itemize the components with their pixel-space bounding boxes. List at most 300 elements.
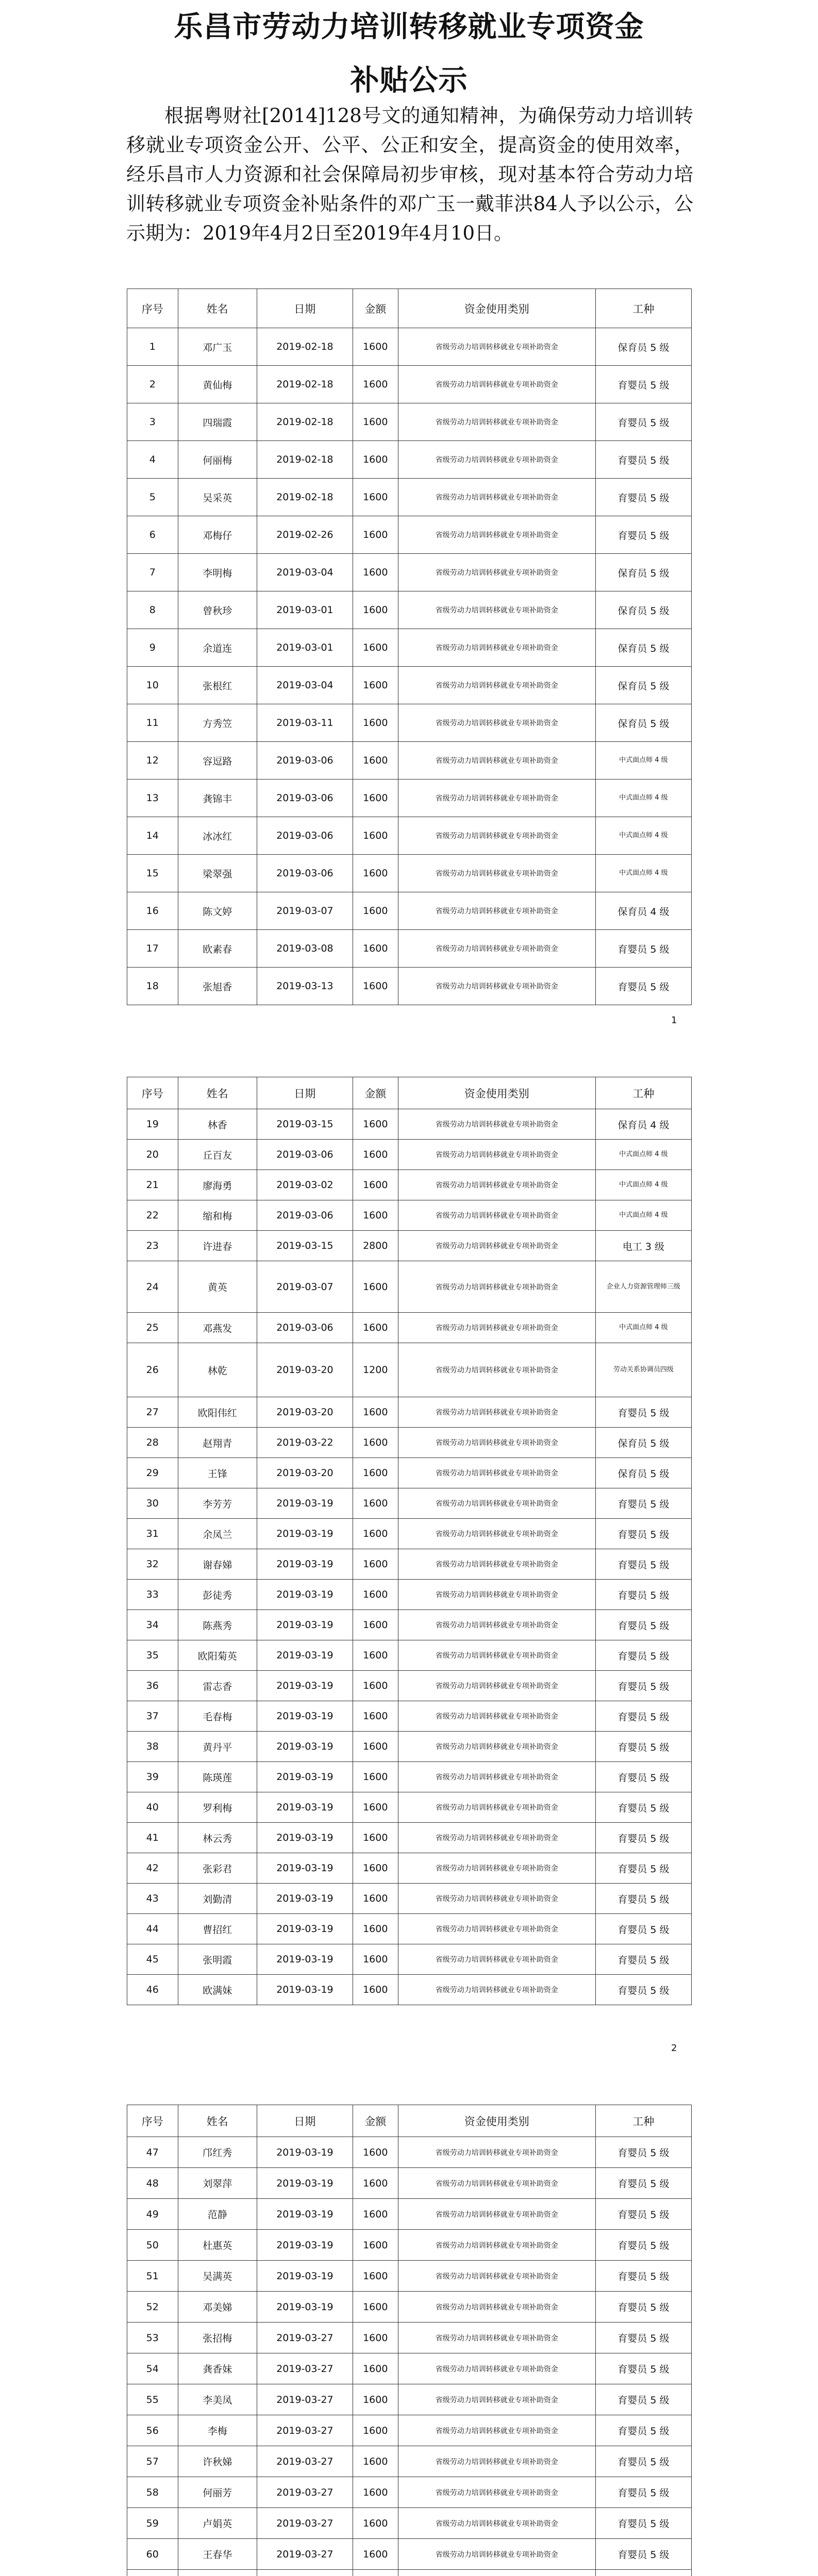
row-number: 26 [127,1343,178,1397]
table-row [127,2508,692,2539]
subsidy-amount: 1600 [353,1261,398,1313]
fund-category: 省级劳动力培训转移就业专项补助资金 [398,1580,595,1610]
job-type [595,2570,691,2576]
table-row [127,1109,692,1140]
row-number: 51 [127,2261,178,2292]
fund-category: 省级劳动力培训转移就业专项补助资金 [398,2137,595,2168]
subsidy-amount: 1600 [353,1458,398,1488]
job-type: 保育员 5 级 [595,554,691,591]
subsidy-amount: 1600 [353,2353,398,2384]
applicant-name: 欧阳菊英 [178,1640,257,1671]
fund-category: 省级劳动力培训转移就业专项补助资金 [398,1343,595,1397]
fund-category: 省级劳动力培训转移就业专项补助资金 [398,1792,595,1823]
fund-category: 省级劳动力培训转移就业专项补助资金 [398,1397,595,1428]
fund-category: 省级劳动力培训转移就业专项补助资金 [398,2539,595,2570]
application-date: 2019-03-27 [257,2415,353,2446]
job-type: 育婴员 5 级 [595,2230,691,2261]
applicant-name: 毛春梅 [178,1701,257,1732]
document-title-line2: 补贴公示 [350,64,468,97]
table-row [127,1792,692,1823]
job-type: 育婴员 5 级 [595,2199,691,2230]
subsidy-amount: 1600 [353,441,398,479]
job-type: 育婴员 5 级 [595,2508,691,2539]
job-type: 保育员 5 级 [595,328,691,366]
applicant-name: 陈瑛莲 [178,1762,257,1792]
row-number: 9 [127,629,178,667]
table-row [127,968,692,1005]
subsidy-table-page-1 [127,289,692,1005]
application-date: 2019-03-19 [257,1549,353,1580]
job-type: 育婴员 5 级 [595,2415,691,2446]
applicant-name: 缩和梅 [178,1200,257,1231]
table-row [127,1580,692,1610]
job-type: 育婴员 5 级 [595,403,691,441]
column-header: 金额 [353,289,398,328]
application-date: 2019-03-19 [257,1884,353,1914]
fund-category: 省级劳动力培训转移就业专项补助资金 [398,1170,595,1200]
job-type: 育婴员 5 级 [595,1519,691,1549]
application-date: 2019-03-19 [257,1488,353,1519]
job-type: 中式面点师 4 级 [595,1170,691,1200]
fund-category: 省级劳动力培训转移就业专项补助资金 [398,1200,595,1231]
table-row [127,892,692,930]
subsidy-amount: 1600 [353,742,398,779]
row-number: 13 [127,779,178,817]
row-number: 56 [127,2415,178,2446]
applicant-name: 李梅 [178,2415,257,2446]
subsidy-amount: 1200 [353,1343,398,1397]
application-date: 2019-03-06 [257,742,353,779]
table-row [127,1701,692,1732]
row-number: 42 [127,1853,178,1884]
job-type: 育婴员 5 级 [595,1823,691,1853]
application-date: 2019-03-19 [257,1975,353,2005]
fund-category: 省级劳动力培训转移就业专项补助资金 [398,1428,595,1458]
table-row [127,1343,692,1397]
subsidy-amount: 1600 [353,1975,398,2005]
fund-category: 省级劳动力培训转移就业专项补助资金 [398,817,595,855]
row-number: 10 [127,667,178,704]
table-row [127,2384,692,2415]
fund-category: 省级劳动力培训转移就业专项补助资金 [398,2230,595,2261]
job-type: 电工 3 级 [595,1231,691,1261]
application-date: 2019-03-06 [257,817,353,855]
job-type: 育婴员 5 级 [595,1732,691,1762]
subsidy-amount: 1600 [353,2261,398,2292]
table-row [127,629,692,667]
column-header: 资金使用类别 [398,1077,595,1109]
row-number: 45 [127,1944,178,1975]
subsidy-amount: 1600 [353,930,398,968]
subsidy-amount: 1600 [353,1671,398,1701]
table-row [127,855,692,892]
application-date: 2019-03-02 [257,1170,353,1200]
job-type: 育婴员 5 级 [595,2477,691,2508]
job-type: 育婴员 5 级 [595,1397,691,1428]
table-row [127,403,692,441]
job-type: 中式面点师 4 级 [595,817,691,855]
table-row [127,591,692,629]
subsidy-amount: 1600 [353,1762,398,1792]
column-header: 日期 [257,1077,353,1109]
fund-category: 省级劳动力培训转移就业专项补助资金 [398,1671,595,1701]
applicant-name: 林香 [178,1109,257,1140]
job-type: 育婴员 5 级 [595,441,691,479]
application-date: 2019-03-08 [257,930,353,968]
fund-category: 省级劳动力培训转移就业专项补助资金 [398,1701,595,1732]
row-number: 27 [127,1397,178,1428]
applicant-name: 张彩君 [178,1853,257,1884]
row-number: 31 [127,1519,178,1549]
fund-category: 省级劳动力培训转移就业专项补助资金 [398,591,595,629]
application-date: 2019-03-06 [257,1140,353,1170]
table-row [127,742,692,779]
row-number: 34 [127,1610,178,1640]
fund-category: 省级劳动力培训转移就业专项补助资金 [398,1313,595,1343]
application-date: 2019-03-06 [257,779,353,817]
subsidy-amount: 1600 [353,1823,398,1853]
application-date: 2019-03-27 [257,2508,353,2539]
subsidy-amount: 1600 [353,2508,398,2539]
applicant-name: 吴采英 [178,479,257,516]
column-header: 日期 [257,289,353,328]
application-date: 2019-03-13 [257,968,353,1005]
row-number: 12 [127,742,178,779]
job-type: 育婴员 5 级 [595,516,691,554]
applicant-name: 冰冰红 [178,817,257,855]
row-number: 47 [127,2137,178,2168]
job-type: 保育员 5 级 [595,1458,691,1488]
application-date: 2019-03-27 [257,2384,353,2415]
column-header: 工种 [595,289,691,328]
application-date: 2019-03-19 [257,1853,353,1884]
applicant-name: 容逗路 [178,742,257,779]
subsidy-amount: 1600 [353,1914,398,1944]
row-number: 23 [127,1231,178,1261]
row-number: 16 [127,892,178,930]
application-date: 2019-03-22 [257,1428,353,1458]
fund-category: 省级劳动力培训转移就业专项补助资金 [398,479,595,516]
application-date: 2019-03-19 [257,2137,353,2168]
fund-category: 省级劳动力培训转移就业专项补助资金 [398,1140,595,1170]
application-date: 2019-02-26 [257,516,353,554]
row-number: 24 [127,1261,178,1313]
job-type: 育婴员 5 级 [595,1762,691,1792]
application-date: 2019-02-18 [257,403,353,441]
applicant-name: 廖海勇 [178,1170,257,1200]
applicant-name: 邓燕发 [178,1313,257,1343]
subsidy-table-page-3 [127,2105,692,2576]
fund-category: 省级劳动力培训转移就业专项补助资金 [398,403,595,441]
applicant-name: 邝红秀 [178,2137,257,2168]
job-type: 育婴员 5 级 [595,1580,691,1610]
subsidy-amount: 1600 [353,1140,398,1170]
application-date: 2019-03-19 [257,1823,353,1853]
applicant-name: 刘勤清 [178,1884,257,1914]
applicant-name: 林乾 [178,1343,257,1397]
row-number: 17 [127,930,178,968]
applicant-name: 许进春 [178,1231,257,1261]
job-type: 育婴员 5 级 [595,2292,691,2323]
table-row [127,1170,692,1200]
fund-category: 省级劳动力培训转移就业专项补助资金 [398,441,595,479]
subsidy-amount: 1600 [353,1200,398,1231]
fund-category: 省级劳动力培训转移就业专项补助资金 [398,2323,595,2353]
application-date: 2019-03-19 [257,2230,353,2261]
application-date: 2019-03-19 [257,1580,353,1610]
table-row [127,2323,692,2353]
column-header: 序号 [127,1077,178,1109]
row-number: 22 [127,1200,178,1231]
applicant-name: 张旭香 [178,968,257,1005]
applicant-name: 丘百友 [178,1140,257,1170]
row-number: 4 [127,441,178,479]
table-row [127,817,692,855]
subsidy-amount: 1600 [353,1549,398,1580]
applicant-name: 王春华 [178,2539,257,2570]
subsidy-amount: 1600 [353,1488,398,1519]
subsidy-table-page-2 [127,1077,692,2005]
row-number: 43 [127,1884,178,1914]
job-type: 育婴员 5 级 [595,2446,691,2477]
subsidy-amount: 1600 [353,1428,398,1458]
job-type: 保育员 5 级 [595,667,691,704]
row-number: 29 [127,1458,178,1488]
applicant-name: 杜惠英 [178,2230,257,2261]
job-type: 育婴员 5 级 [595,2168,691,2199]
fund-category: 省级劳动力培训转移就业专项补助资金 [398,554,595,591]
fund-category: 省级劳动力培训转移就业专项补助资金 [398,366,595,403]
column-header: 日期 [257,2105,353,2137]
subsidy-amount: 1600 [353,2477,398,2508]
row-number: 2 [127,366,178,403]
row-number: 40 [127,1792,178,1823]
fund-category: 省级劳动力培训转移就业专项补助资金 [398,930,595,968]
applicant-name: 王锋 [178,1458,257,1488]
row-number: 39 [127,1762,178,1792]
fund-category: 省级劳动力培训转移就业专项补助资金 [398,667,595,704]
job-type: 中式面点师 4 级 [595,779,691,817]
row-number: 14 [127,817,178,855]
applicant-name: 邓美娣 [178,2292,257,2323]
table-row [127,1732,692,1762]
job-type: 保育员 5 级 [595,704,691,742]
table-row [127,704,692,742]
table-row [127,1914,692,1944]
row-number: 38 [127,1732,178,1762]
fund-category: 省级劳动力培训转移就业专项补助资金 [398,1884,595,1914]
application-date: 2019-03-01 [257,629,353,667]
applicant-name: 邓广玉 [178,328,257,366]
subsidy-amount: 1600 [353,2539,398,2570]
subsidy-amount: 1600 [353,366,398,403]
row-number: 52 [127,2292,178,2323]
table-row [127,1610,692,1640]
applicant-name: 吴满英 [178,2261,257,2292]
table-row [127,441,692,479]
subsidy-amount: 1600 [353,1397,398,1428]
applicant-name: 黄英 [178,1261,257,1313]
application-date: 2019-03-19 [257,1610,353,1640]
job-type: 育婴员 5 级 [595,1853,691,1884]
application-date: 2019-03-06 [257,1313,353,1343]
job-type: 育婴员 5 级 [595,1640,691,1671]
fund-category: 省级劳动力培训转移就业专项补助资金 [398,1823,595,1853]
table-row [127,1140,692,1170]
row-number: 35 [127,1640,178,1671]
subsidy-amount: 2800 [353,1231,398,1261]
row-number: 28 [127,1428,178,1458]
applicant-name: 李美凤 [178,2384,257,2415]
job-type: 保育员 5 级 [595,591,691,629]
table-row [127,2570,692,2576]
subsidy-amount: 1600 [353,667,398,704]
fund-category: 省级劳动力培训转移就业专项补助资金 [398,1488,595,1519]
job-type: 育婴员 5 级 [595,930,691,968]
job-type: 劳动关系协调员四级 [595,1343,691,1397]
subsidy-amount: 1600 [353,554,398,591]
column-header: 工种 [595,1077,691,1109]
page-number: 2 [671,2043,677,2054]
job-type: 育婴员 5 级 [595,479,691,516]
row-number: 18 [127,968,178,1005]
application-date: 2019-03-19 [257,1701,353,1732]
applicant-name: 欧满妹 [178,1975,257,2005]
table-row [127,1397,692,1428]
fund-category: 省级劳动力培训转移就业专项补助资金 [398,704,595,742]
fund-category: 省级劳动力培训转移就业专项补助资金 [398,1762,595,1792]
row-number: 48 [127,2168,178,2199]
page-number: 1 [671,1015,677,1026]
application-date: 2019-03-19 [257,1792,353,1823]
application-date: 2019-03-07 [257,1261,353,1313]
table-row [127,1884,692,1914]
applicant-name: 卢娟英 [178,2508,257,2539]
table-row [127,2137,692,2168]
table-row [127,2261,692,2292]
job-type: 育婴员 5 级 [595,1944,691,1975]
applicant-name: 范静 [178,2199,257,2230]
subsidy-amount: 1600 [353,1313,398,1343]
application-date: 2019-03-19 [257,2168,353,2199]
table-row [127,1975,692,2005]
subsidy-amount: 1600 [353,1580,398,1610]
row-number: 20 [127,1140,178,1170]
job-type: 育婴员 5 级 [595,1701,691,1732]
fund-category: 省级劳动力培训转移就业专项补助资金 [398,779,595,817]
table-row [127,1313,692,1343]
application-date: 2019-03-11 [257,704,353,742]
subsidy-amount: 1600 [353,2199,398,2230]
fund-category: 省级劳动力培训转移就业专项补助资金 [398,1109,595,1140]
application-date: 2019-03-27 [257,2323,353,2353]
applicant-name: 张根红 [178,667,257,704]
applicant-name: 何丽芳 [178,2477,257,2508]
applicant-name: 李明梅 [178,554,257,591]
job-type: 企业人力资源管理师三级 [595,1261,691,1313]
subsidy-amount: 1600 [353,779,398,817]
applicant-name: 欧阳伟红 [178,1397,257,1428]
application-date: 2019-03-19 [257,1944,353,1975]
job-type: 中式面点师 4 级 [595,855,691,892]
job-type: 育婴员 5 级 [595,1914,691,1944]
subsidy-amount: 1600 [353,328,398,366]
row-number: 49 [127,2199,178,2230]
table-row [127,1200,692,1231]
fund-category: 省级劳动力培训转移就业专项补助资金 [398,328,595,366]
application-date: 2019-03-04 [257,554,353,591]
applicant-name: 余凤兰 [178,1519,257,1549]
fund-category: 省级劳动力培训转移就业专项补助资金 [398,1610,595,1640]
table-row [127,328,692,366]
job-type: 中式面点师 4 级 [595,742,691,779]
table-row [127,479,692,516]
subsidy-amount: 1600 [353,2415,398,2446]
column-header: 工种 [595,2105,691,2137]
subsidy-amount: 1600 [353,704,398,742]
fund-category: 省级劳动力培训转移就业专项补助资金 [398,1732,595,1762]
fund-category: 省级劳动力培训转移就业专项补助资金 [398,892,595,930]
table-row [127,1853,692,1884]
subsidy-amount: 1600 [353,2230,398,2261]
job-type: 育婴员 5 级 [595,2323,691,2353]
row-number: 37 [127,1701,178,1732]
fund-category: 省级劳动力培训转移就业专项补助资金 [398,516,595,554]
job-type: 育婴员 5 级 [595,1610,691,1640]
fund-category: 省级劳动力培训转移就业专项补助资金 [398,2199,595,2230]
fund-category: 省级劳动力培训转移就业专项补助资金 [398,2477,595,2508]
application-date: 2019-03-27 [257,2446,353,2477]
table-row [127,2168,692,2199]
fund-category: 省级劳动力培训转移就业专项补助资金 [398,855,595,892]
applicant-name: 曾秋珍 [178,591,257,629]
fund-category: 省级劳动力培训转移就业专项补助资金 [398,2446,595,2477]
row-number: 53 [127,2323,178,2353]
fund-category: 省级劳动力培训转移就业专项补助资金 [398,742,595,779]
fund-category: 省级劳动力培训转移就业专项补助资金 [398,629,595,667]
row-number: 15 [127,855,178,892]
applicant-name: 四瑞霞 [178,403,257,441]
row-number: 46 [127,1975,178,2005]
column-header: 序号 [127,289,178,328]
application-date: 2019-03-19 [257,2292,353,2323]
table-row [127,1762,692,1792]
applicant-name: 彭徒秀 [178,1580,257,1610]
applicant-name: 龚锦丰 [178,779,257,817]
applicant-name: 黄仙梅 [178,366,257,403]
column-header: 姓名 [178,2105,257,2137]
subsidy-amount: 1600 [353,855,398,892]
job-type: 育婴员 5 级 [595,366,691,403]
subsidy-amount: 1600 [353,1519,398,1549]
column-header: 姓名 [178,1077,257,1109]
application-date: 2019-03-20 [257,1397,353,1428]
applicant-name: 张明霞 [178,1944,257,1975]
application-date [257,2570,353,2576]
job-type: 育婴员 5 级 [595,1488,691,1519]
subsidy-amount: 1600 [353,2446,398,2477]
row-number: 55 [127,2384,178,2415]
column-header: 金额 [353,1077,398,1109]
subsidy-amount: 1600 [353,1944,398,1975]
table-row [127,1458,692,1488]
column-header: 姓名 [178,289,257,328]
job-type: 保育员 4 级 [595,892,691,930]
subsidy-amount: 1600 [353,817,398,855]
application-date: 2019-03-19 [257,1519,353,1549]
application-date: 2019-03-20 [257,1343,353,1397]
column-header: 资金使用类别 [398,289,595,328]
